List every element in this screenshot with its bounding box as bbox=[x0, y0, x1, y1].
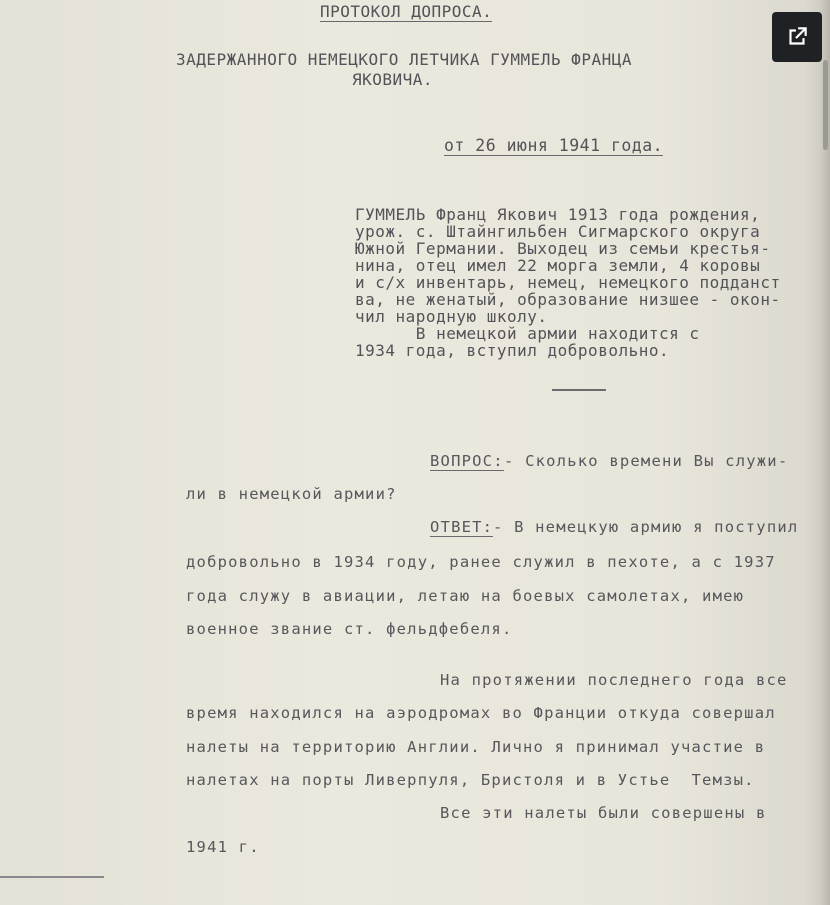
bio-line: 1934 года, вступил добровольно. bbox=[355, 341, 670, 360]
paragraph-line: время находился на аэродромах во Франции откуда совершал bbox=[186, 704, 776, 722]
document-subtitle-line-1: ЗАДЕРЖАННОГО НЕМЕЦКОГО ЛЕТЧИКА ГУММЕЛЬ ФРАНЦА bbox=[176, 50, 632, 69]
open-in-new-icon bbox=[784, 24, 810, 50]
answer-label: ОТВЕТ: bbox=[430, 518, 494, 536]
section-divider bbox=[552, 389, 606, 391]
document-title: ПРОТОКОЛ ДОПРОСА. bbox=[320, 2, 493, 21]
footer-rule bbox=[0, 876, 104, 878]
paragraph-line: Все эти налеты были совершены в bbox=[440, 804, 767, 822]
answer-line: добровольно в 1934 году, ранее служил в пехоте, а с 1937 bbox=[186, 553, 776, 571]
paragraph-line: На протяжении последнего года все bbox=[440, 671, 788, 689]
question-text-continued: ли в немецкой армии? bbox=[186, 485, 397, 503]
paragraph-line: 1941 г. bbox=[186, 838, 260, 856]
scrollbar-thumb[interactable] bbox=[823, 60, 828, 150]
answer-line: года служу в авиации, летаю на боевых самолетах, имею bbox=[186, 587, 745, 605]
bio-line: Южной Германии. Выходец из семьи крестья- bbox=[355, 239, 771, 258]
question-label: ВОПРОС: bbox=[430, 452, 504, 470]
paragraph-line: налетах на порты Ливерпуля, Бристоля и в Устье Темзы. bbox=[186, 771, 755, 789]
bio-line: чил народную школу. bbox=[355, 307, 548, 326]
bio-line: ГУММЕЛЬ Франц Якович 1913 года рождения, bbox=[355, 205, 761, 224]
bio-line: В немецкой армии находится с bbox=[355, 324, 700, 343]
answer-line: военное звание ст. фельдфебеля. bbox=[186, 620, 513, 638]
question-text: - Сколько времени Вы служи- bbox=[504, 452, 789, 470]
paragraph-line: налеты на территорию Англии. Лично я принимал участие в bbox=[186, 738, 766, 756]
document-subtitle-line-2: ЯКОВИЧА. bbox=[352, 70, 434, 89]
bio-line: и с/х инвентарь, немец, немецкого подданст bbox=[355, 273, 781, 292]
document-date: от 26 июня 1941 года. bbox=[444, 136, 664, 155]
bio-line: нина, отец имел 22 морга земли, 4 коровы bbox=[355, 256, 761, 275]
bio-line: урож. с. Штайнгильбен Сигмарского округа bbox=[355, 222, 761, 241]
open-in-new-window-button[interactable] bbox=[772, 12, 822, 62]
answer-text: - В немецкую армию я поступил bbox=[493, 518, 799, 536]
bio-line: ва, не женатый, образование низшее - окон- bbox=[355, 290, 781, 309]
